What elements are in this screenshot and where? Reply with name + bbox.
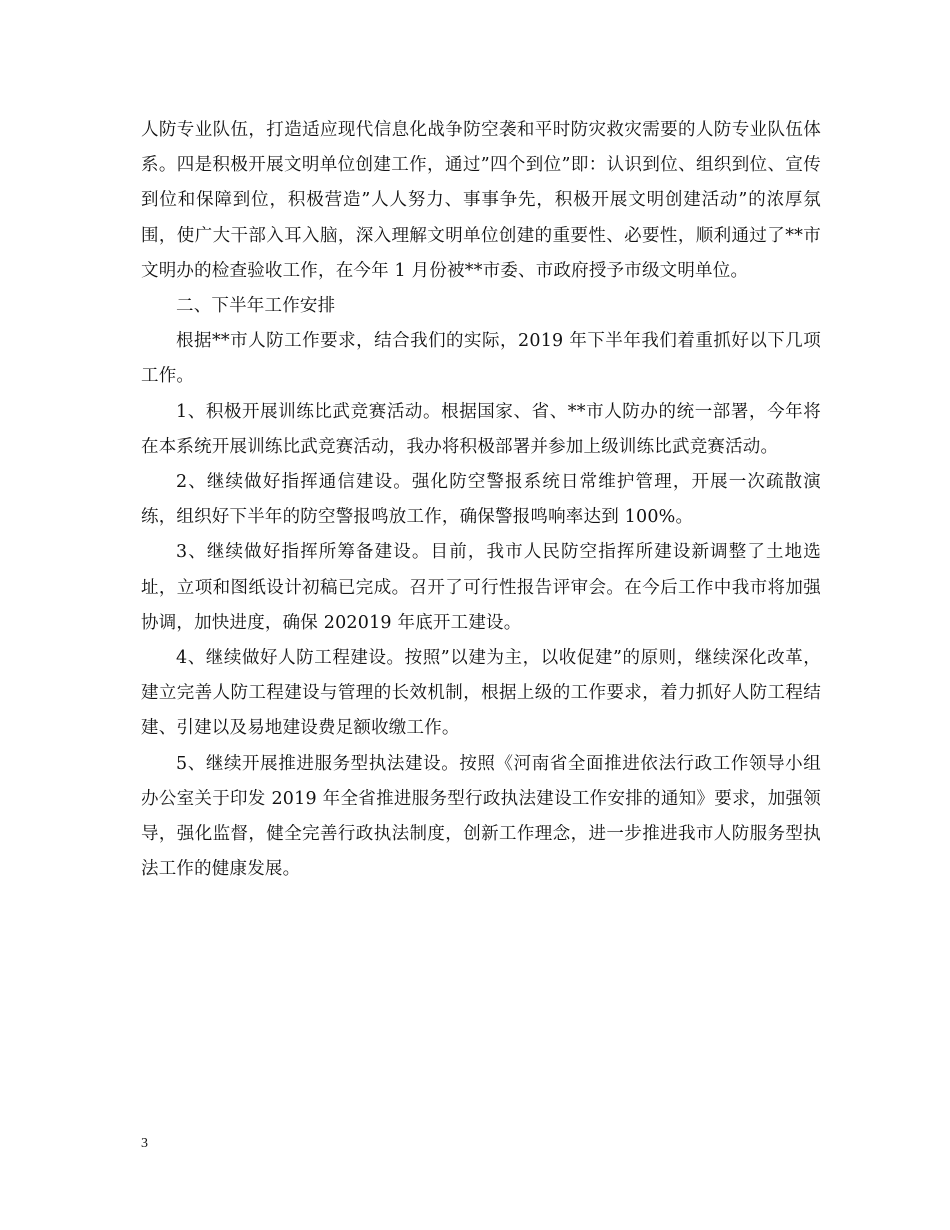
paragraph-intro: 根据**市人防工作要求，结合我们的实际，2019 年下半年我们着重抓好以下几项工作。 — [141, 331, 821, 387]
paragraph-continuation: 人防专业队伍，打造适应现代信息化战争防空袭和平时防灾救灾需要的人防专业队伍体系。四是积极开展文明单位创建工作，通过”四个到位”即：认识到位、组织到位、宣传到位和保障到位，积极营造”人人努力、事事争先，积极开展文明创建活动”的浓厚氛围，使广大干部入耳入脑，深入理解文明单位创建的重要性、必要性，顺利通过了**市文明办的检查验收工作，在今年 1 月份被**市委、市政府授予市级文明单位。 — [141, 120, 821, 281]
paragraph-item-1: 1、积极开展训练比武竞赛活动。根据国家、省、**市人防办的统一部署，今年将在本系统开展训练比武竞赛活动，我办将积极部署并参加上级训练比武竞赛活动。 — [141, 401, 821, 457]
section-heading: 二、下半年工作安排 — [176, 296, 336, 317]
page-number: 3 — [141, 1136, 148, 1151]
paragraph-item-4: 4、继续做好人防工程建设。按照”以建为主，以收促建”的原则，继续深化改革，建立完善人防工程建设与管理的长效机制，根据上级的工作要求，着力抓好人防工程结建、引建以及易地建设费足额收缴工作。 — [141, 648, 821, 739]
paragraph-item-5: 5、继续开展推进服务型执法建设。按照《河南省全面推进依法行政工作领导小组办公室关于印发 2019 年全省推进服务型行政执法建设工作安排的通知》要求，加强领导，强化监督，健全完善行政执法制度，创新工作理念，进一步推进我市人防服务型执法工作的健康发展。 — [141, 753, 821, 880]
paragraph-item-3: 3、继续做好指挥所筹备建设。目前，我市人民防空指挥所建设新调整了土地选址，立项和图纸设计初稿已完成。召开了可行性报告评审会。在今后工作中我市将加强协调，加快进度，确保 202019 年底开工建设。 — [141, 542, 821, 633]
document-body — [141, 113, 821, 887]
paragraph-item-2: 2、继续做好指挥通信建设。强化防空警报系统日常维护管理，开展一次疏散演练，组织好下半年的防空警报鸣放工作，确保警报鸣响率达到 100%。 — [141, 472, 821, 528]
